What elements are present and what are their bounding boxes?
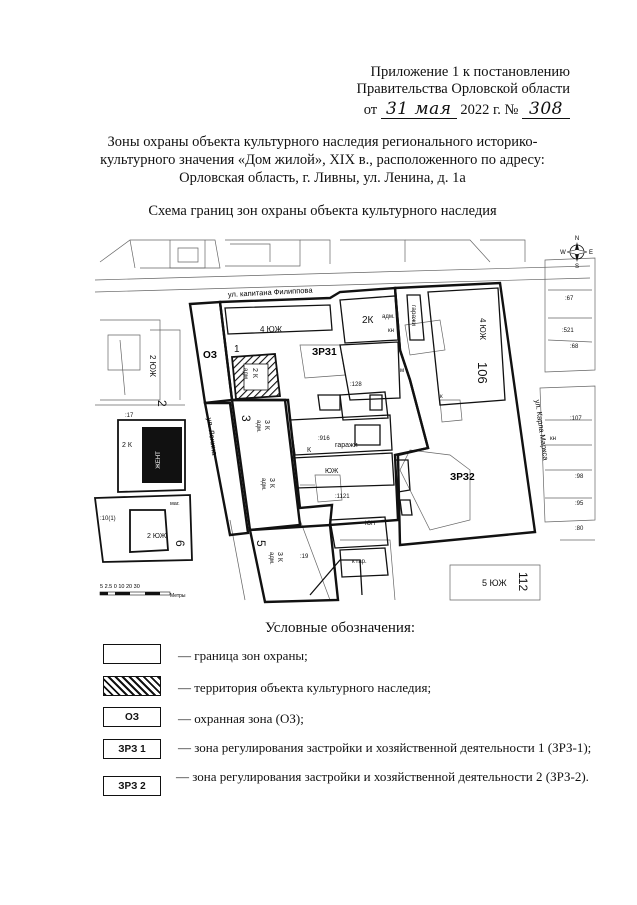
label-k2-left: 2 К [122,442,132,449]
date-handwritten: 31 мая [381,100,457,119]
attachment-block [300,64,570,119]
zone-label-zrz1: ЗРЗ1 [312,347,337,358]
legend-text-zrz1: — зона регулирования застройки и хозяйственной деятельности 1 (ЗРЗ-1); [178,740,592,755]
label-lot17: :17 [125,413,134,419]
label-106: 106 [475,362,490,384]
zone-label-oz: ОЗ [203,350,218,361]
inner-buildings [225,285,505,595]
compass-e: E [588,250,594,256]
label-adm-a: адм. [255,420,261,433]
label-k-mid: К [307,447,312,454]
black-block [142,427,182,483]
compass-s: S [574,264,580,270]
compass-n: N [574,236,580,242]
document-title [60,133,585,187]
number-handwritten: 308 [522,100,570,119]
compass-rose [560,236,593,270]
label-adm-site: адм. [242,368,248,381]
label-uzh4-right: 4 ЮЖ [478,318,487,340]
label-kn-right: кн [550,436,556,442]
title-line3: Орловская область, г. Ливны, ул. Ленина, д. 1а [179,170,466,186]
label-uzh2-left: 2 ЮЖ [148,355,157,377]
label-uzh5: 5 ЮЖ [482,578,507,588]
compass-w: W [560,250,566,256]
legend-box-oz: ОЗ [103,707,161,727]
street-kapitana: ул. капитана Филиппова [227,285,313,299]
zone-map [0,230,637,605]
label-5: 5 [254,540,268,547]
label-k2-site: 2 К [251,368,258,378]
label-lot128: :128 [350,382,362,388]
label-lot98: :98 [575,474,584,480]
label-adm-c: адм. [268,552,274,565]
attachment-line2: Правительства Орловской области [356,81,570,97]
label-k3-b: 3 К [268,478,275,488]
street-lenina: ул. Ленина [205,417,220,456]
label-k-gar: к гар. [352,559,367,565]
label-lot80: :80 [575,526,584,532]
label-lot67: :67 [565,296,574,302]
label-lot916: :916 [318,436,330,442]
legend-box-zrz2: ЗРЗ 2 [103,776,161,796]
label-adm-b: адм. [260,478,266,491]
label-uzh2-bl: 2 ЮЖ [147,533,167,540]
attachment-date-line [300,100,570,119]
legend-box-zrz1: ЗРЗ 1 [103,739,161,759]
scale-label: 5 2.5 0 10 20 30 [100,584,140,590]
legend-title: Условные обозначения: [264,620,416,636]
street-marksa: ул. Карла Маркса [533,399,551,461]
legend-text-boundary: — граница зон охраны; [178,648,308,663]
svg-text:ЖЕНТ: ЖЕНТ [156,451,162,469]
label-m: м [400,368,405,374]
label-garazhi-h: гаражи [335,442,358,449]
label-lot521: :521 [562,328,574,334]
label-lot10: :10(1) [100,516,116,522]
label-garazhi-v: гаражи [410,305,417,327]
label-lot68: :68 [570,344,579,350]
label-3: 3 [239,415,253,422]
label-uzh4-top: 4 ЮЖ [260,325,282,334]
label-112: 112 [516,572,530,592]
label-lot107: :107 [570,416,582,422]
title-line1: Зоны охраны объекта культурного наследия регионального историко- [107,134,538,150]
scale-bar [100,584,186,599]
legend-text-zrz2: — зона регулирования застройки и хозяйственной деятельности 2 (ЗРЗ-2). [176,769,589,784]
label-lot19: :19 [300,554,309,560]
year-text: 2022 г. № [460,102,519,118]
label-k-small: к [440,394,443,400]
label-lot1121: :1121 [335,494,350,500]
legend-box-boundary [103,644,161,664]
label-1: 1 [234,344,240,355]
label-uzh-small: ЮН [365,521,376,527]
label-lot95: :95 [575,501,584,507]
legend-text-oz: — охранная зона (ОЗ); [178,711,304,726]
from-prefix: от [363,102,378,118]
attachment-line1: Приложение 1 к постановлению [370,64,570,80]
label-2-left: 2 [155,400,169,407]
label-k2-top: 2К [362,315,374,326]
label-k3-a: 3 К [263,420,270,430]
label-k3-c: 3 К [276,552,283,562]
label-kn-top: кн [388,328,394,334]
scheme-title: Схема границ зон охраны объекта культурного наследия [148,203,497,219]
label-mag: маг. [170,501,180,507]
legend-box-heritage [103,676,161,696]
legend-text-heritage: — территория объекта культурного наследия; [178,680,432,695]
label-6: 6 [173,540,187,547]
label-adm-top: адм. [382,314,395,320]
scale-units: Метры [170,593,186,599]
zone-label-zrz2: ЗРЗ2 [450,472,475,483]
title-line2: культурного значения «Дом жилой», XIX в., расположенного по адресу: [100,152,545,168]
label-uzh-mid: ЮЖ [325,468,339,475]
